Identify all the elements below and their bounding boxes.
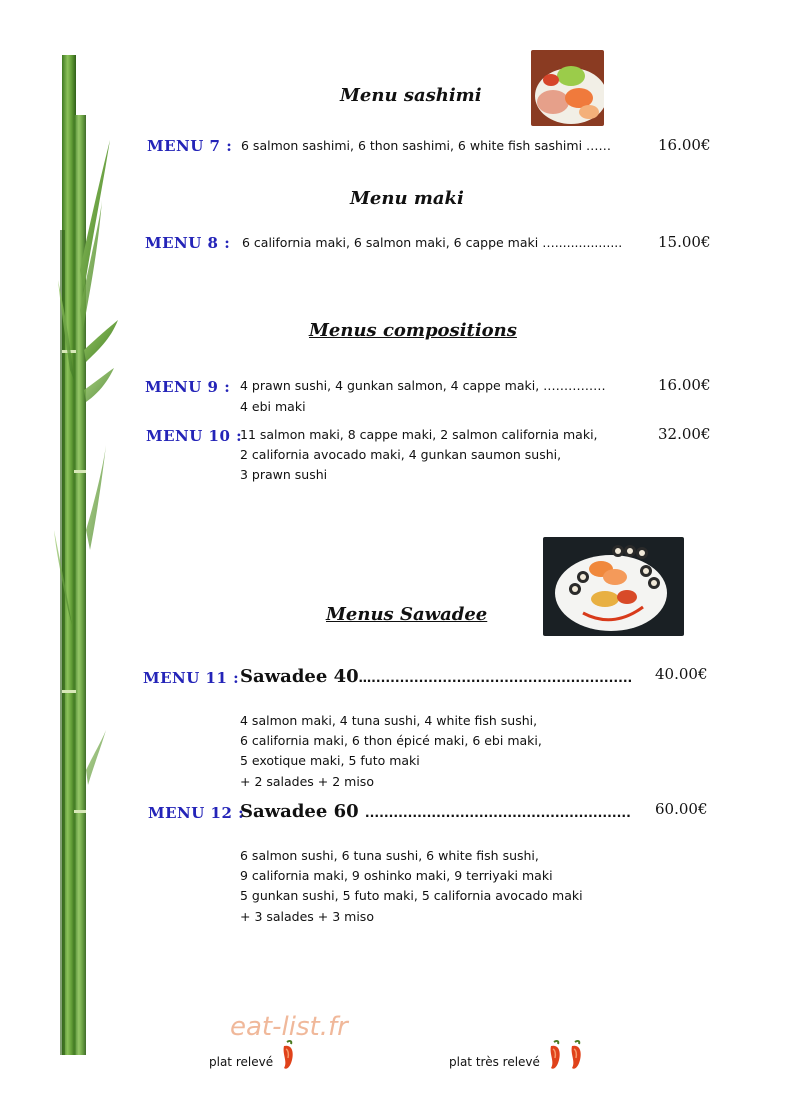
menu-12-description-line1: 6 salmon sushi, 6 tuna sushi, 6 white fish sushi, <box>240 848 539 863</box>
menu-11-description-line3: 5 exotique maki, 5 futo maki <box>240 753 420 768</box>
menu-8-label: MENU 8 : <box>145 234 231 252</box>
menu-12-description-line4: + 3 salades + 3 miso <box>240 909 374 924</box>
menu-11-description-line2: 6 california maki, 6 thon épicé maki, 6 ebi maki, <box>240 733 542 748</box>
menu-11-price: 40.00€ <box>655 665 708 683</box>
section-title-compositions: Menus compositions <box>309 320 517 341</box>
menu-8-description: 6 california maki, 6 salmon maki, 6 cappe maki …................. <box>242 235 623 250</box>
menu-11-label: MENU 11 : <box>143 669 240 687</box>
chili-pepper-icon <box>278 1038 298 1072</box>
menu-10-label: MENU 10 : <box>146 427 243 445</box>
menu-9-description-line2: 4 ebi maki <box>240 399 306 414</box>
menu-11-dots: …....................................................... <box>358 670 633 685</box>
menu-7-label: MENU 7 : <box>147 137 233 155</box>
menu-7-description: 6 salmon sashimi, 6 thon sashimi, 6 white fish sashimi …… <box>241 138 612 153</box>
menu-11-description-line4: + 2 salades + 2 miso <box>240 774 374 789</box>
section-title-sawadee: Menus Sawadee <box>326 604 488 625</box>
chili-pepper-icon <box>545 1038 565 1072</box>
menu-10-description-line3: 3 prawn sushi <box>240 467 328 482</box>
chili-pepper-icon <box>566 1038 586 1072</box>
menu-9-description-line1: 4 prawn sushi, 4 gunkan salmon, 4 cappe maki, …………… <box>240 378 606 393</box>
menu-12-description-line2: 9 california maki, 9 oshinko maki, 9 terriyaki maki <box>240 868 553 883</box>
menu-10-price: 32.00€ <box>658 425 711 443</box>
legend-spicy-label: plat relevé <box>209 1055 274 1069</box>
section-title-maki: Menu maki <box>350 188 464 209</box>
menu-12-name <box>240 801 631 822</box>
bamboo-decoration <box>50 50 130 1060</box>
sashimi-photo <box>531 50 604 126</box>
menu-11-description-line1: 4 salmon maki, 4 tuna sushi, 4 white fish sushi, <box>240 713 538 728</box>
menu-11-name <box>240 666 632 687</box>
menu-10-description-line1: 11 salmon maki, 8 cappe maki, 2 salmon california maki, <box>240 427 598 442</box>
menu-12-description-line3: 5 gunkan sushi, 5 futo maki, 5 california avocado maki <box>240 888 583 903</box>
menu-9-price: 16.00€ <box>658 376 711 394</box>
sawadee-photo <box>543 537 684 636</box>
menu-12-name-text: Sawadee 60 <box>240 801 359 822</box>
menu-12-dots: ........................................................ <box>364 805 631 820</box>
menu-11-name-text: Sawadee 40 <box>240 666 359 687</box>
section-title-sashimi: Menu sashimi <box>340 85 482 106</box>
menu-7-price: 16.00€ <box>658 136 711 154</box>
menu-12-label: MENU 12 : <box>148 804 245 822</box>
legend-very-spicy-label: plat très relevé <box>449 1055 540 1069</box>
menu-9-label: MENU 9 : <box>145 378 231 396</box>
menu-12-price: 60.00€ <box>655 800 708 818</box>
menu-8-price: 15.00€ <box>658 233 711 251</box>
watermark: eat-list.fr <box>230 1012 348 1042</box>
menu-10-description-line2: 2 california avocado maki, 4 gunkan saumon sushi, <box>240 447 562 462</box>
